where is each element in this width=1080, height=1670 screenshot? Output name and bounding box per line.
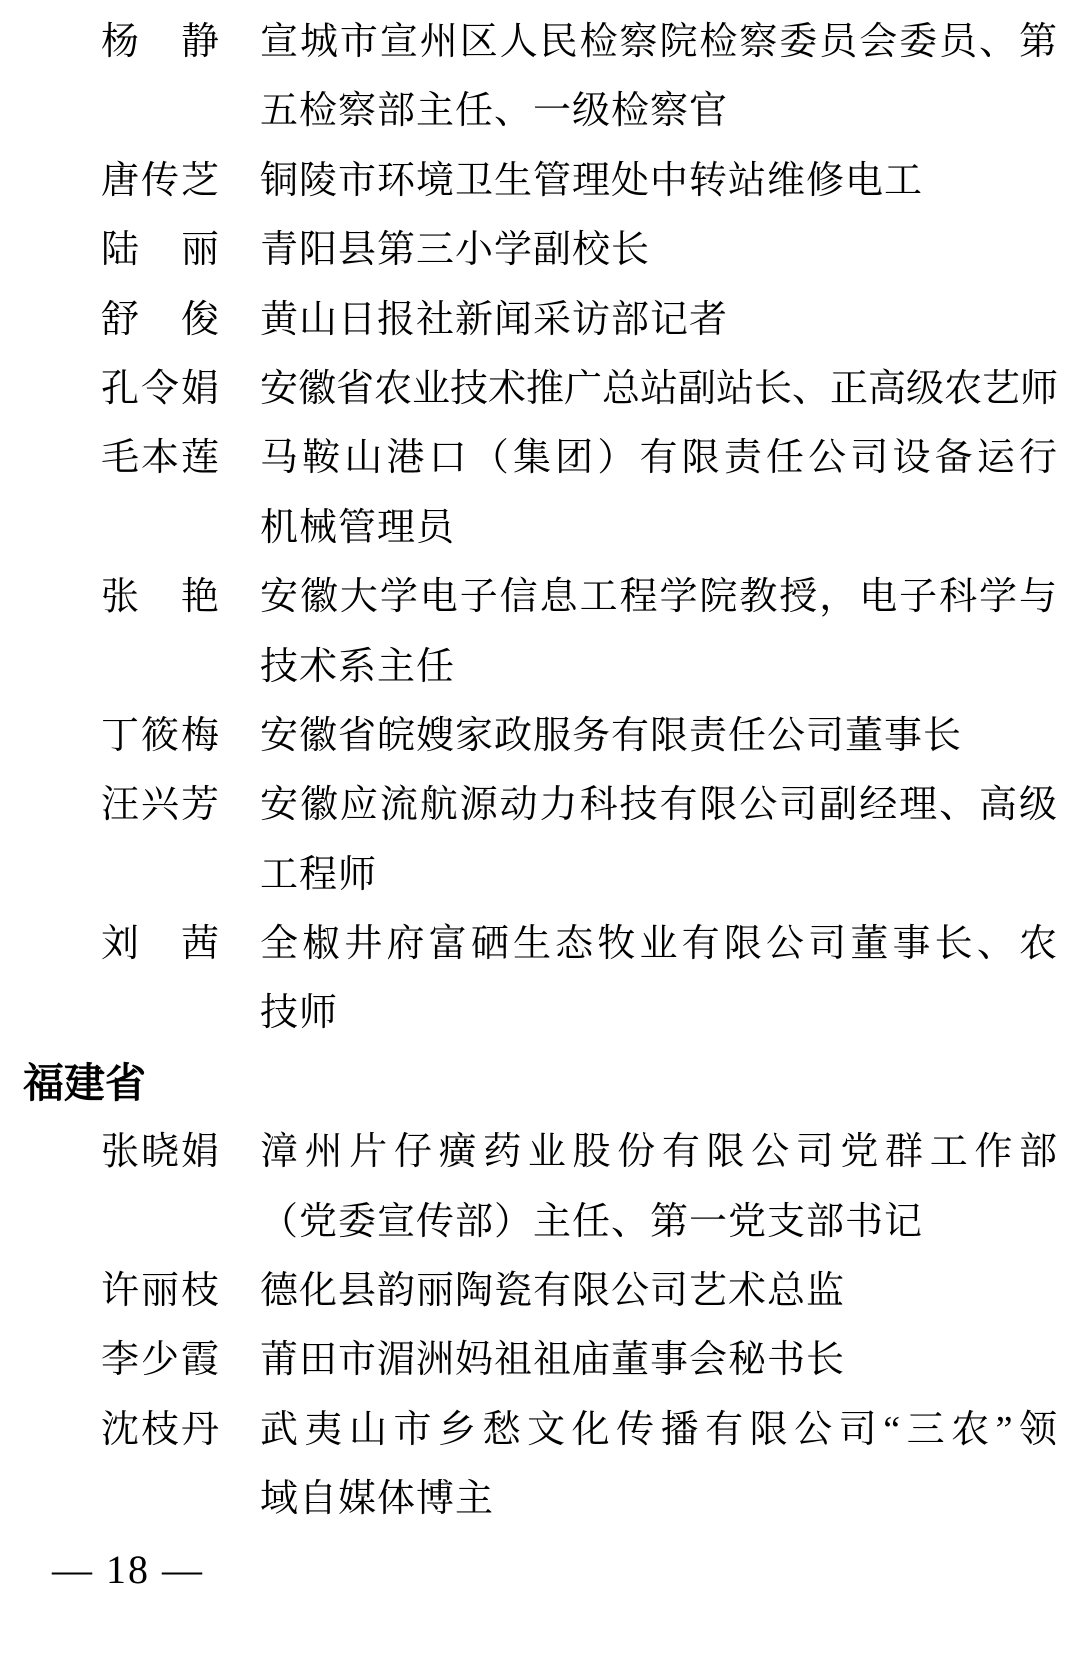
person-title-line: 安徽大学电子信息工程学院教授，电子科学与 [260,576,1057,619]
person-title [260,1326,1057,1395]
person-name: 孔令娟 [101,367,219,410]
person-title-line: 马鞍山港口（集团）有限责任公司设备运行 [260,437,1057,480]
list-entry [0,8,1080,147]
person-title [260,355,1057,424]
person-title-line: 安徽省农业技术推广总站副站长、正高级农艺师 [260,367,1057,410]
person-name: 许丽枝 [101,1270,219,1313]
list-entry [0,147,1080,216]
person-name: 舒 俊 [101,298,219,341]
person-title-line: 宣城市宣州区人民检察院检察委员会委员、第 [260,21,1057,63]
list-entry [0,1257,1080,1326]
person-title-line: 技术系主任 [260,645,456,688]
list-entry [0,563,1080,702]
person-title [260,702,1057,771]
person-title [260,286,1057,355]
person-title-line: 域自媒体博主 [260,1478,495,1521]
person-name: 陆 丽 [101,229,219,272]
person-title-line: 青阳县第三小学副校长 [260,229,651,272]
person-name: 张晓娟 [101,1131,219,1174]
list-entry [0,1396,1080,1535]
section-header-fujian: 福建省 [23,1059,146,1106]
person-title-line: 工程师 [260,853,378,896]
person-title-line: 漳州片仔癀药业股份有限公司党群工作部 [260,1131,1057,1174]
person-title-line: 技师 [260,992,339,1035]
list-entry [0,702,1080,771]
person-title [260,563,1057,702]
list-entry [0,910,1080,1049]
person-title [260,1396,1057,1535]
person-title [260,8,1057,147]
person-title [260,147,1057,216]
list-entry [0,355,1080,424]
person-title-line: （党委宣传部）主任、第一党支部书记 [260,1200,924,1243]
person-name: 杨 静 [101,21,219,63]
person-title [260,910,1057,1049]
person-title-line: 安徽省皖嫂家政服务有限责任公司董事长 [260,714,963,757]
list-entry [0,771,1080,910]
list-entry [0,216,1080,285]
person-title-line: 莆田市湄洲妈祖祖庙董事会秘书长 [260,1339,846,1382]
person-title [260,424,1057,563]
person-name: 张 艳 [101,576,219,619]
person-title [260,1118,1057,1257]
person-title-line: 武夷山市乡愁文化传播有限公司“三农”领 [260,1408,1057,1451]
list-entry [0,1118,1080,1257]
page-number: — 18 — [52,1546,204,1592]
person-name: 刘 茜 [101,923,219,966]
person-name: 唐传芝 [101,159,219,202]
person-name: 汪兴芳 [101,784,219,827]
person-title [260,1257,1057,1326]
person-title-line: 黄山日报社新闻采访部记者 [260,298,729,341]
list-entry [0,286,1080,355]
person-title-line: 德化县韵丽陶瓷有限公司艺术总监 [260,1270,846,1313]
person-name: 毛本莲 [101,437,219,480]
person-title-line: 全椒井府富硒生态牧业有限公司董事长、农 [260,923,1057,966]
person-name: 沈枝丹 [101,1408,219,1451]
list-entry [0,424,1080,563]
list-entry [0,1326,1080,1395]
person-title-line: 五检察部主任、一级检察官 [260,90,729,133]
person-title-line: 安徽应流航源动力科技有限公司副经理、高级 [260,784,1057,827]
person-name: 丁筱梅 [101,714,219,757]
person-name: 李少霞 [101,1339,219,1382]
person-title-line: 机械管理员 [260,506,456,549]
person-title [260,771,1057,910]
person-title [260,216,1057,285]
person-title-line: 铜陵市环境卫生管理处中转站维修电工 [260,159,924,202]
